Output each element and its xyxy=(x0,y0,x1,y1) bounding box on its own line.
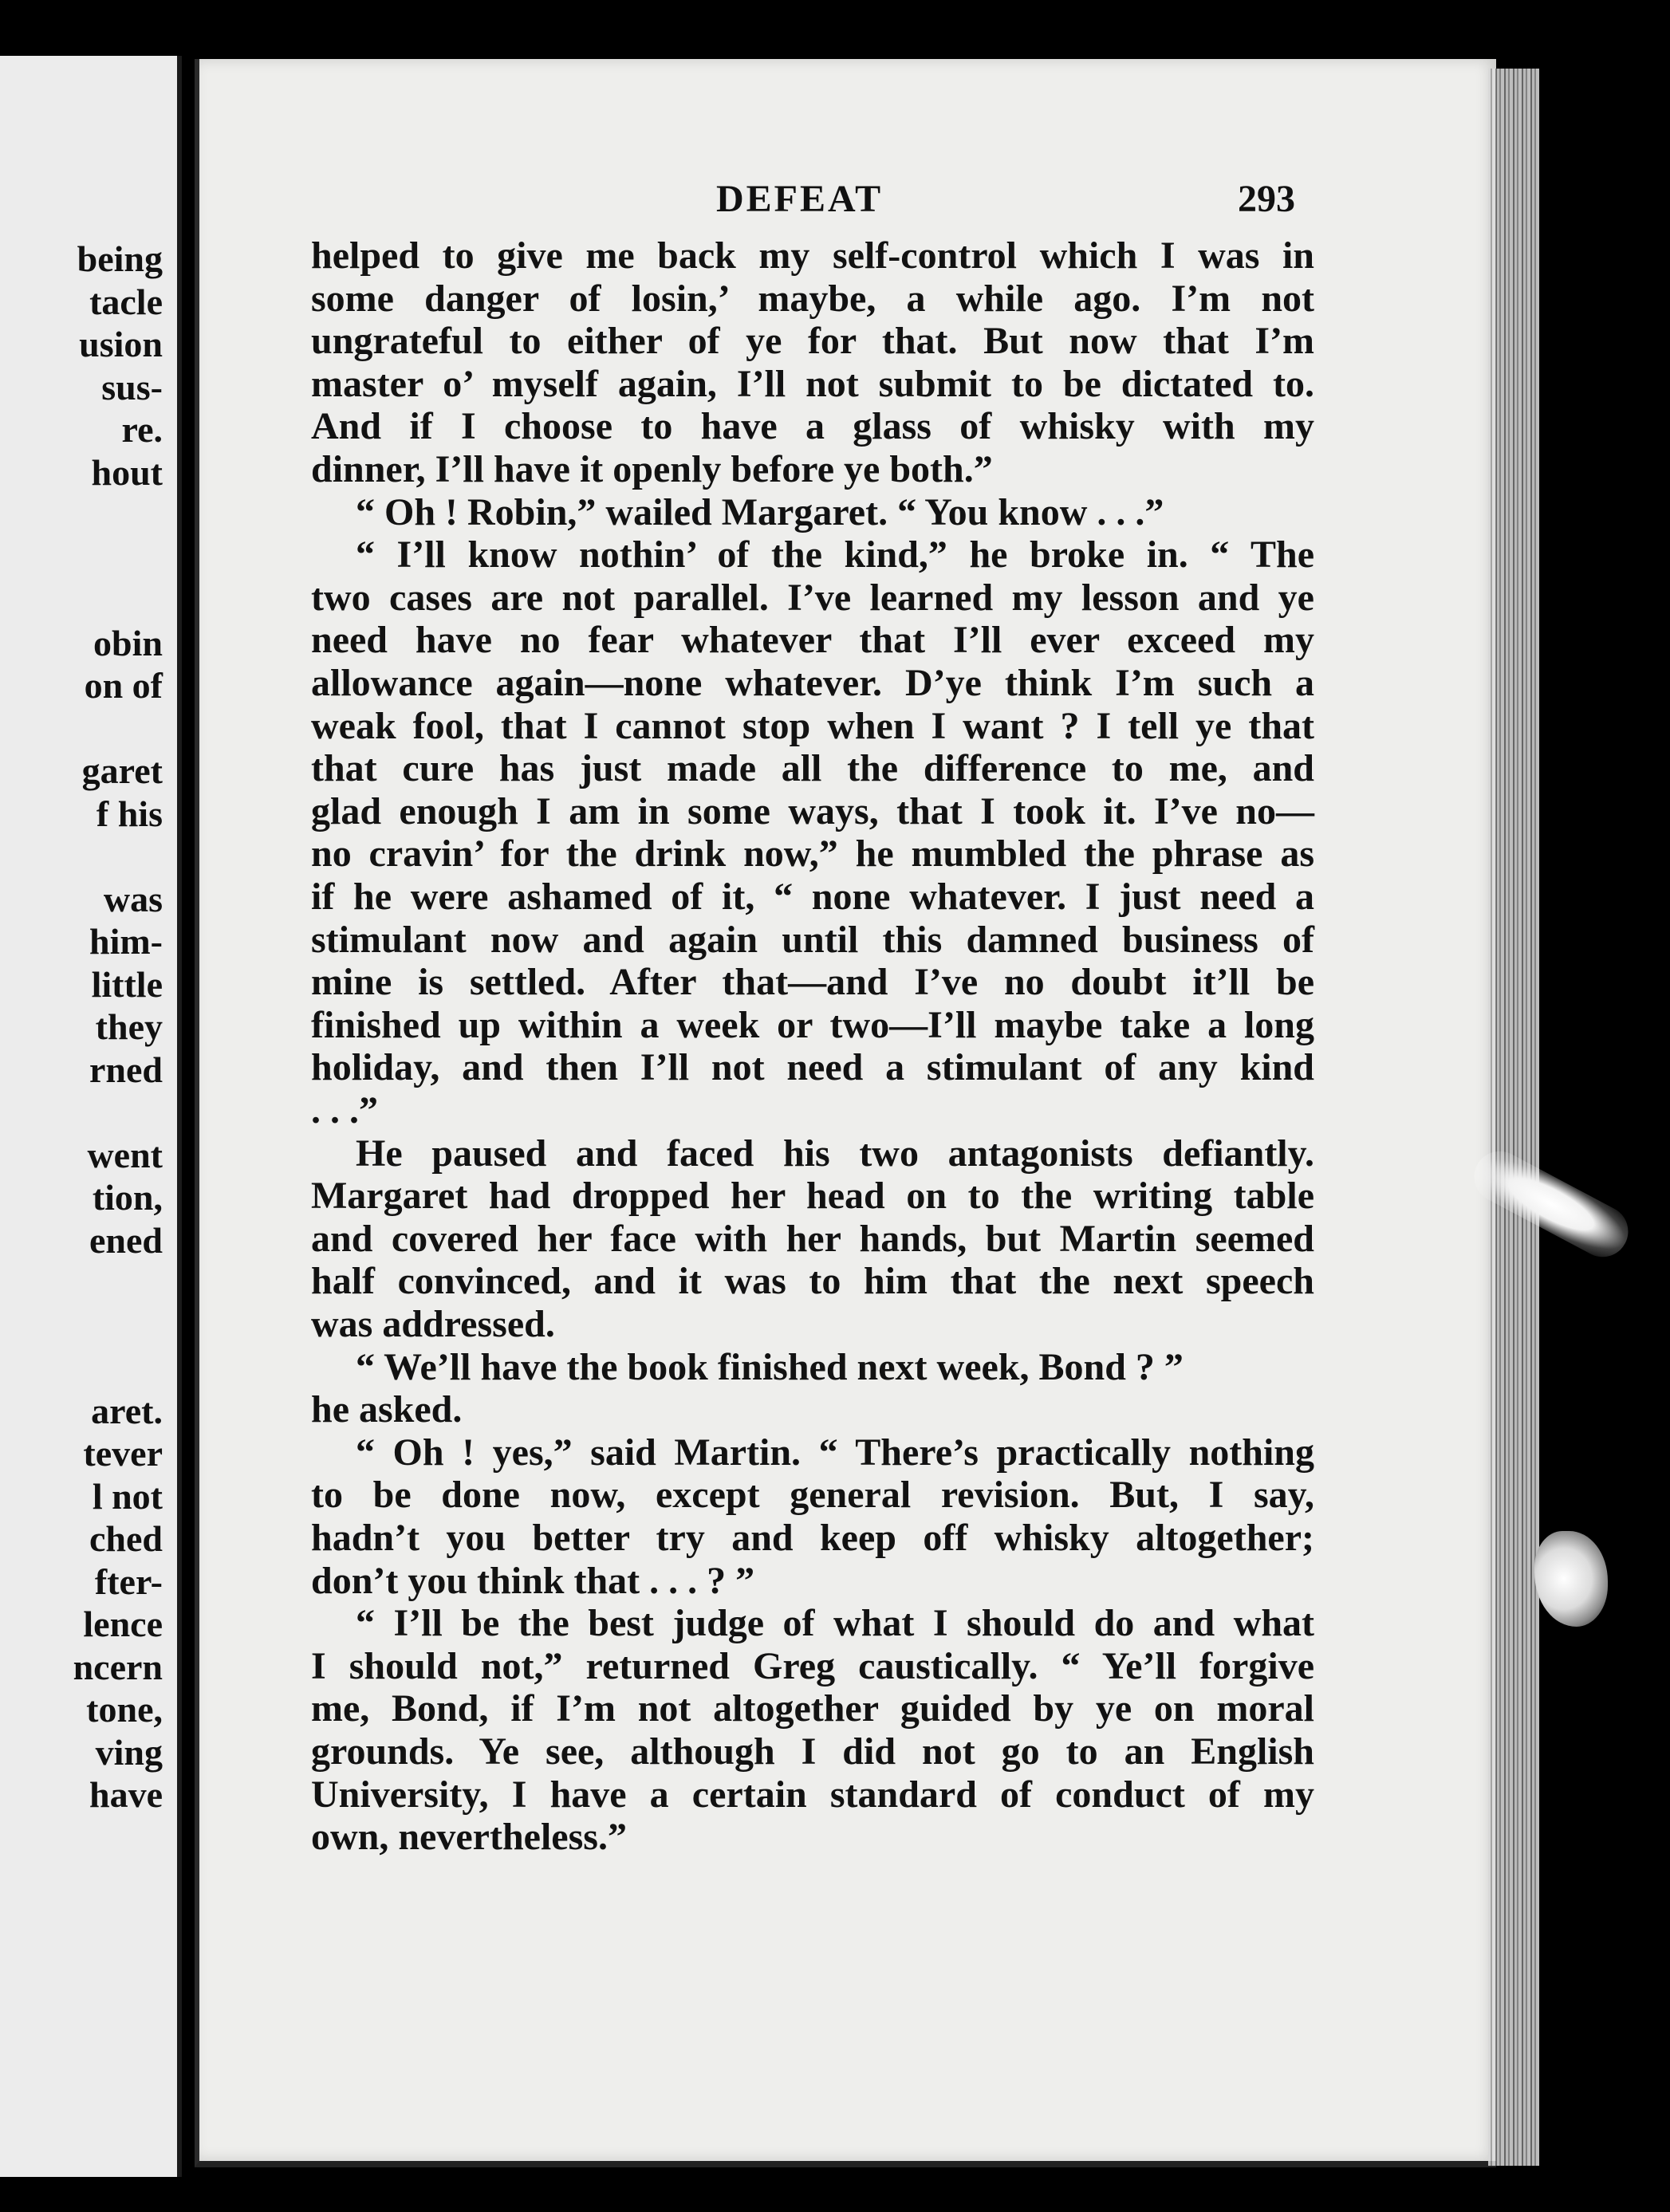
text-line: “ Oh ! Robin,” wailed Margaret. “ You know . . .” xyxy=(356,490,1164,533)
previous-page-line: aret. xyxy=(91,1390,163,1431)
previous-page-line: obin xyxy=(93,622,163,663)
running-head: DEFEAT xyxy=(716,178,884,220)
text-line: helped to give me back my self-control which I was in xyxy=(311,234,1314,277)
text-line: stimulant now and again until this damned business of xyxy=(311,918,1314,961)
text-line: “ I’ll be the best judge of what I should do and what xyxy=(356,1602,1314,1645)
previous-page-line: him- xyxy=(89,921,163,962)
previous-page-fragment xyxy=(0,56,182,2177)
previous-page-line: they xyxy=(95,1006,163,1047)
text-line: and covered her face with her hands, but Martin seemed xyxy=(311,1217,1314,1260)
previous-page-line: little xyxy=(91,963,163,1005)
paper-tear xyxy=(1534,1531,1608,1627)
previous-page-line: tever xyxy=(83,1433,163,1474)
previous-page-line: being xyxy=(77,238,163,279)
previous-page-line: have xyxy=(89,1774,163,1815)
text-line: need have no fear whatever that I’ll ever exceed my xyxy=(311,619,1314,662)
text-line: that cure has just made all the difference to me, and xyxy=(311,747,1314,790)
text-line: two cases are not parallel. I’ve learned my lesson and ye xyxy=(311,576,1314,619)
previous-page-line: ncern xyxy=(73,1646,163,1687)
previous-page-line: sus- xyxy=(101,366,163,407)
text-line: was addressed. xyxy=(311,1303,555,1345)
text-line: “ I’ll know nothin’ of the kind,” he broke in. “ The xyxy=(356,533,1314,577)
previous-page-line: ving xyxy=(95,1731,163,1773)
text-line: if he were ashamed of it, “ none whatever. I just need a xyxy=(311,876,1314,918)
previous-page-line: tone, xyxy=(86,1689,163,1730)
previous-page-line: ched xyxy=(89,1518,163,1559)
text-line: University, I have a certain standard of conduct of my xyxy=(311,1773,1314,1816)
text-line: holiday, and then I’ll not need a stimulant of any kind xyxy=(311,1046,1314,1089)
text-line: hadn’t you better try and keep off whisky altogether; xyxy=(311,1517,1314,1559)
text-line: dinner, I’ll have it openly before ye both.” xyxy=(311,448,993,490)
text-line: And if I choose to have a glass of whisky with my xyxy=(311,405,1314,448)
previous-page-line: hout xyxy=(91,451,163,493)
page-number: 293 xyxy=(1238,178,1295,220)
text-line: weak fool, that I cannot stop when I want ? I tell ye that xyxy=(311,704,1314,747)
text-line: me, Bond, if I’m not altogether guided by ye on moral xyxy=(311,1687,1314,1730)
page-edge-stack xyxy=(1488,69,1539,2166)
text-line: half convinced, and it was to him that the next speech xyxy=(311,1260,1314,1303)
text-line: “ Oh ! yes,” said Martin. “ There’s practically nothing xyxy=(356,1431,1314,1474)
text-line: some danger of losin,’ maybe, a while ago. I’m not xyxy=(311,277,1314,320)
text-line: master o’ myself again, I’ll not submit to be dictated to. xyxy=(311,362,1314,405)
text-line: own, nevertheless.” xyxy=(311,1816,627,1859)
previous-page-line: ened xyxy=(89,1219,163,1261)
previous-page-line: lence xyxy=(83,1604,163,1644)
text-line: “ We’ll have the book finished next week, Bond ? ” xyxy=(356,1345,1184,1388)
previous-page-line: was xyxy=(103,878,163,919)
previous-page-line: l not xyxy=(92,1475,163,1517)
previous-page-line: on of xyxy=(84,665,163,706)
text-line: . . .” xyxy=(311,1089,378,1132)
previous-page-line: rned xyxy=(89,1049,163,1090)
previous-page-line: fter- xyxy=(94,1561,163,1602)
text-line: glad enough I am in some ways, that I took it. I’ve no— xyxy=(311,789,1314,832)
text-line: allowance again—none whatever. D’ye think I’m such a xyxy=(311,662,1314,704)
previous-page-line: re. xyxy=(121,409,163,450)
previous-page-line: usion xyxy=(79,324,163,364)
text-line: don’t you think that . . . ? ” xyxy=(311,1559,755,1602)
text-line: mine is settled. After that—and I’ve no doubt it’ll be xyxy=(311,961,1314,1004)
text-line: He paused and faced his two antagonists defiantly. xyxy=(356,1132,1314,1175)
text-line: ungrateful to either of ye for that. But now that I’m xyxy=(311,320,1314,363)
text-line: I should not,” returned Greg caustically. “ Ye’ll forgive xyxy=(311,1644,1314,1687)
previous-page-line: garet xyxy=(81,750,163,791)
text-line: to be done now, except general revision. But, I say, xyxy=(311,1474,1314,1517)
text-line: Margaret had dropped her head on to the writing table xyxy=(311,1175,1314,1218)
text-line: finished up within a week or two—I’ll maybe take a long xyxy=(311,1003,1314,1046)
text-line: he asked. xyxy=(311,1388,463,1431)
text-line: no cravin’ for the drink now,” he mumbled the phrase as xyxy=(311,832,1314,876)
previous-page-line: went xyxy=(87,1134,163,1175)
previous-page-line: f his xyxy=(96,793,163,834)
previous-page-line: tacle xyxy=(89,281,163,322)
text-line: grounds. Ye see, although I did not go to an English xyxy=(311,1730,1314,1773)
previous-page-line: tion, xyxy=(92,1177,163,1218)
